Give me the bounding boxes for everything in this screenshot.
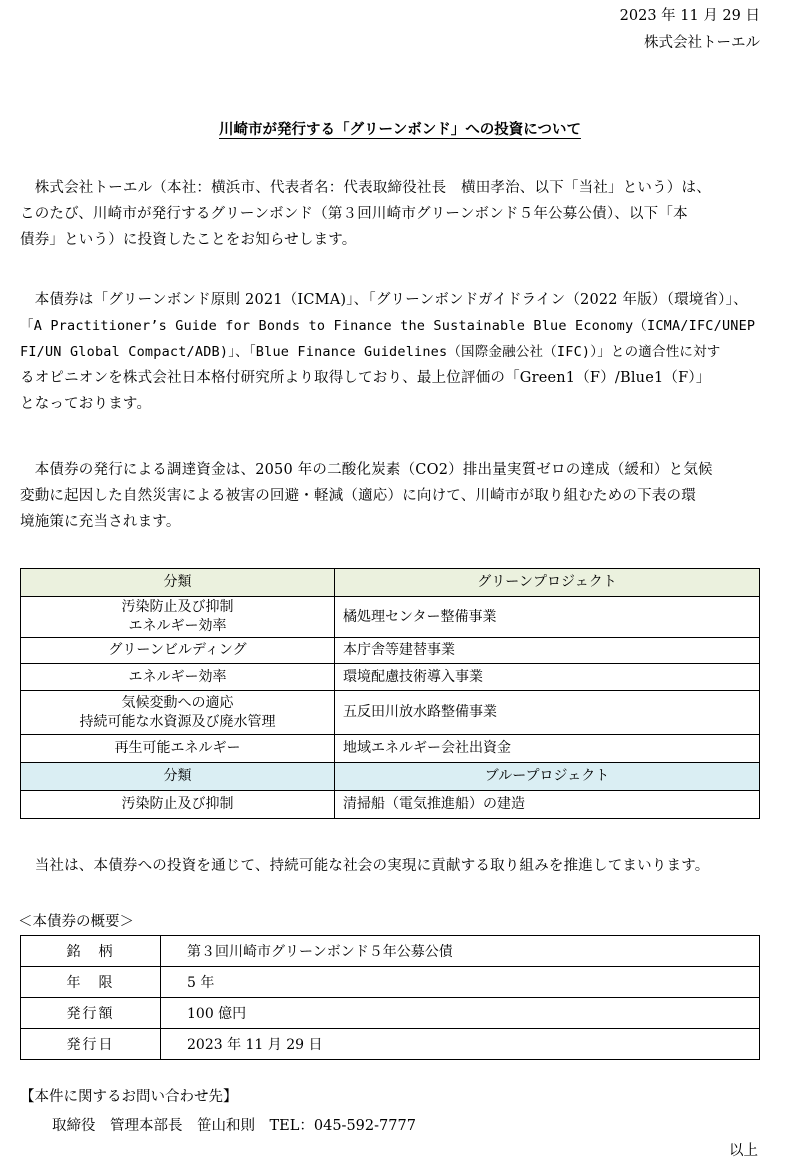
category-line: 再生可能エネルギー: [114, 740, 241, 756]
bond-field-value: 2023 年 11 月 29 日: [161, 1029, 760, 1060]
category-line: エネルギー効率: [128, 618, 227, 634]
bond-field-value: 第３回川崎市グリーンボンド５年公募公債: [161, 936, 760, 967]
project-cell: 橘処理センター整備事業: [335, 597, 760, 638]
contact-heading: 【本件に関するお問い合わせ先】: [20, 1089, 238, 1105]
category-header: 分類: [21, 763, 335, 791]
project-cell: 地域エネルギー会社出資金: [335, 735, 760, 763]
bond-field-value: 100 億円: [161, 998, 760, 1029]
document-date: 2023 年 11 月 29 日: [619, 8, 760, 24]
category-cell: [21, 597, 335, 638]
paragraph-line: 本債券は「グリーンボンド原則 2021（ICMA)」、「グリーンボンドガイドライン（2022 年版）（環境省）」、: [20, 292, 748, 308]
table-row: [21, 967, 760, 998]
table-row: [21, 664, 760, 691]
category-line: 持続可能な水資源及び廃水管理: [79, 713, 276, 730]
category-cell: [21, 638, 335, 664]
bond-overview-heading: ＜本債券の概要＞: [18, 914, 134, 930]
bond-field-label: 銘 柄: [21, 936, 161, 967]
document-title-text: 川崎市が発行する「グリーンボンド」への投資について: [219, 121, 581, 138]
table-row: [21, 691, 760, 735]
table-row: [21, 936, 760, 967]
category-cell: [21, 664, 335, 691]
table-row: [21, 791, 760, 819]
project-cell: 本庁舎等建替事業: [335, 638, 760, 664]
green-header-row: [21, 569, 760, 597]
paragraph-line: となっております。: [20, 396, 152, 412]
issuer-company: 株式会社トーエル: [644, 35, 760, 51]
bond-field-label: 年 限: [21, 967, 161, 998]
category-cell: [21, 735, 335, 763]
contact-details: 取締役 管理本部長 笹山和則 TEL：045-592-7777: [52, 1118, 416, 1134]
paragraph-line: 株式会社トーエル（本社：横浜市、代表者名：代表取締役社長 横田孝治、以下「当社」という）は、: [20, 180, 711, 196]
paragraph-line: 本債券の発行による調達資金は、2050 年の二酸化炭素（CO2）排出量実質ゼロの達成（緩和）と気候: [20, 462, 713, 478]
category-line: 汚染防止及び抑制: [121, 796, 234, 812]
category-line: 汚染防止及び抑制: [121, 599, 234, 615]
paragraph-line: 当社は、本債券への投資を通じて、持続可能な社会の実現に貢献する取り組みを推進してまいります。: [20, 858, 710, 874]
paragraph-closing-statement: [20, 853, 780, 879]
project-cell: 五反田川放水路整備事業: [335, 691, 760, 735]
green-project-header: グリーンプロジェクト: [335, 569, 760, 597]
table-row: [21, 1029, 760, 1060]
paragraph-line: FI/UN Global Compact/ADB)」、「Blue Finance Guidelines（国際金融公社（IFC)）」との適合性に対す: [20, 344, 721, 360]
bond-field-value: 5 年: [161, 967, 760, 998]
bond-field-label: 発行日: [21, 1029, 161, 1060]
paragraph-line: 債券」という）に投資したことをお知らせします。: [20, 232, 357, 248]
category-line: エネルギー効率: [128, 668, 227, 685]
bond-field-label: 発行額: [21, 998, 161, 1029]
project-table: [20, 568, 760, 819]
paragraph-line: このたび、川崎市が発行するグリーンボンド（第３回川崎市グリーンボンド５年公募公債）、以下「本: [20, 206, 688, 222]
blue-project-header: ブループロジェクト: [335, 763, 760, 791]
closing-mark: 以上: [729, 1143, 758, 1159]
document-title: [0, 118, 800, 139]
category-header: 分類: [21, 569, 335, 597]
table-row: [21, 638, 760, 664]
table-row: [21, 735, 760, 763]
table-row: [21, 998, 760, 1029]
category-cell: [21, 791, 335, 819]
paragraph-intro: [20, 175, 780, 253]
paragraph-line: 変動に起因した自然災害による被害の回避・軽減（適応）に向けて、川崎市が取り組むための下表の環: [20, 488, 696, 504]
paragraph-line: 境施策に充当されます。: [20, 514, 181, 530]
project-cell: 清掃船（電気推進船）の建造: [335, 791, 760, 819]
table-row: [21, 597, 760, 638]
paragraph-use-of-proceeds: [20, 457, 780, 535]
category-line: グリーンビルディング: [108, 642, 247, 658]
bond-overview-table: [20, 935, 760, 1060]
project-cell: 環境配慮技術導入事業: [335, 664, 760, 691]
category-cell: [21, 691, 335, 735]
paragraph-line: 「A Practitioner’s Guide for Bonds to Finance the Sustainable Blue Economy（ICMA/IFC/UNEP: [20, 318, 756, 334]
paragraph-evaluation: [20, 287, 780, 417]
blue-header-row: [21, 763, 760, 791]
paragraph-line: るオピニオンを株式会社日本格付研究所より取得しており、最上位評価の「Green1（F）/Blue1（F）」: [20, 370, 711, 386]
category-line: 気候変動への適応: [121, 694, 234, 711]
